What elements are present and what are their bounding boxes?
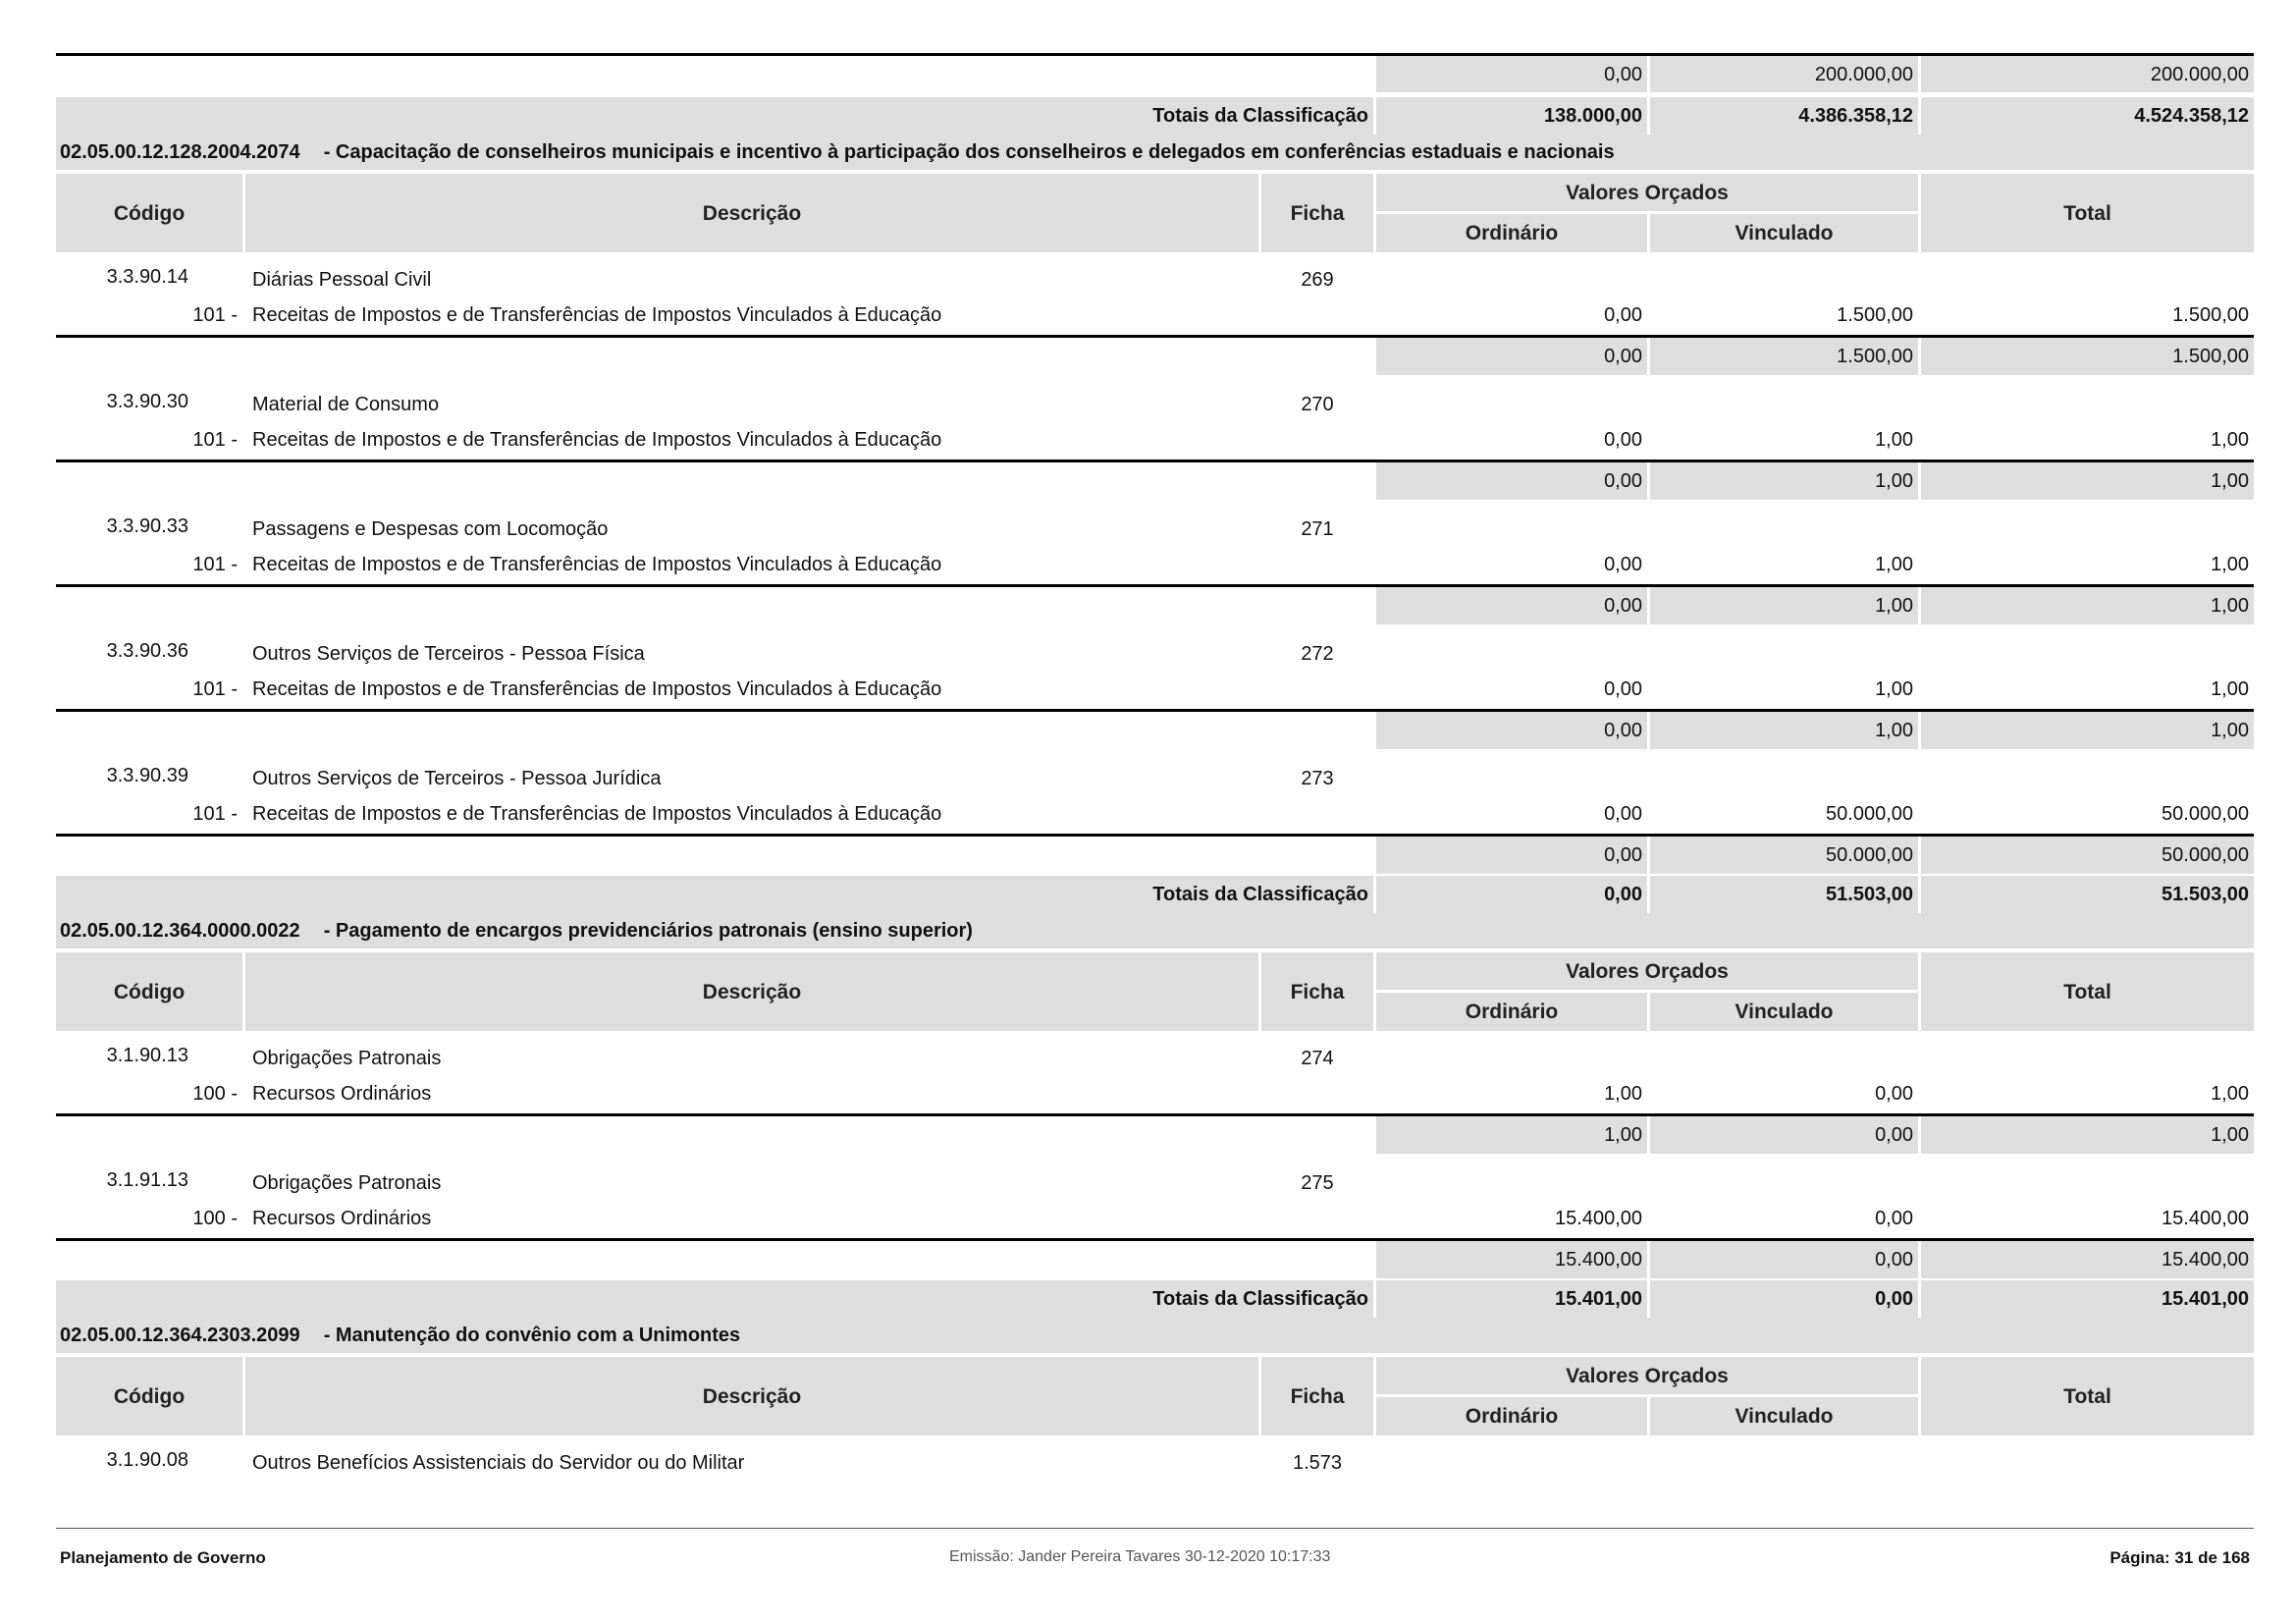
totals-label: Totais da Classificação — [56, 97, 1373, 135]
funding-source-row — [56, 1199, 2254, 1238]
fonte-total: 1,00 — [2211, 429, 2249, 451]
fonte-descricao: Receitas de Impostos e de Transferências de Impostos Vinculados à Educação — [252, 678, 942, 700]
expense-item-row — [56, 1156, 2254, 1199]
fonte-vinculado: 0,00 — [1875, 1083, 1913, 1105]
fonte-ordinario: 15.400,00 — [1555, 1208, 1642, 1229]
header-descricao: Descrição — [245, 1357, 1258, 1435]
fonte-vinculado: 0,00 — [1875, 1208, 1913, 1229]
item-ficha: 1.573 — [1292, 1452, 1343, 1474]
fonte-code: 101 - — [192, 678, 238, 700]
fonte-ordinario: 0,00 — [1604, 678, 1642, 700]
funding-source-row — [56, 420, 2254, 460]
classification-code: 02.05.00.12.128.2004.2074 — [60, 141, 300, 163]
header-codigo: Código — [56, 174, 242, 252]
table-header — [56, 1357, 2254, 1435]
funding-source-row — [56, 545, 2254, 584]
fonte-total: 1,00 — [2211, 1083, 2249, 1105]
page-footer — [56, 1528, 2254, 1568]
funding-source-row — [56, 794, 2254, 834]
fonte-total: 1,00 — [2211, 678, 2249, 700]
header-codigo: Código — [56, 1357, 242, 1435]
header-ficha: Ficha — [1261, 1357, 1373, 1435]
header-vinculado: Vinculado — [1650, 1397, 1918, 1435]
totals-total: 51.503,00 — [1921, 876, 2254, 913]
subtotal-vinculado: 0,00 — [1650, 1241, 1918, 1278]
subtotal-ordinario: 0,00 — [1376, 837, 1647, 874]
fonte-code: 100 - — [192, 1083, 238, 1105]
fonte-descricao: Recursos Ordinários — [252, 1208, 432, 1229]
top-summary-row — [56, 53, 2254, 92]
fonte-ordinario: 0,00 — [1604, 304, 1642, 326]
classification-description: - Capacitação de conselheiros municipais e incentivo à participação dos conselheiros e delegados em conferências estaduais e nacionais — [323, 141, 1615, 163]
subtotal-vinculado: 200.000,00 — [1650, 56, 1918, 92]
footer-emission: Emissão: Jander Pereira Tavares 30-12-2020 10:17:33 — [949, 1548, 1331, 1565]
item-codigo: 3.1.91.13 — [106, 1169, 188, 1191]
subtotal-ordinario: 0,00 — [1376, 587, 1647, 624]
totals-total: 4.524.358,12 — [1921, 97, 2254, 135]
header-ordinario: Ordinário — [1376, 993, 1647, 1031]
fonte-ordinario: 1,00 — [1604, 1083, 1642, 1105]
fonte-code: 101 - — [192, 304, 238, 326]
item-descricao: Obrigações Patronais — [252, 1172, 442, 1194]
totals-vinculado: 4.386.358,12 — [1650, 97, 1918, 135]
funding-source-row — [56, 1074, 2254, 1113]
header-valores-orcados: Valores Orçados — [1376, 174, 1918, 211]
subtotal-vinculado: 0,00 — [1650, 1116, 1918, 1154]
header-ordinario: Ordinário — [1376, 1397, 1647, 1435]
header-vinculado: Vinculado — [1650, 214, 1918, 252]
subtotal-total: 1.500,00 — [1921, 338, 2254, 375]
item-descricao: Material de Consumo — [252, 394, 440, 415]
header-total: Total — [1921, 952, 2254, 1031]
fonte-code: 100 - — [192, 1208, 238, 1229]
expense-item-row — [56, 1435, 2254, 1479]
fonte-ordinario: 0,00 — [1604, 429, 1642, 451]
table-header — [56, 174, 2254, 252]
totals-vinculado: 51.503,00 — [1650, 876, 1918, 913]
totals-ordinario: 138.000,00 — [1376, 97, 1647, 135]
classification-totals-row — [56, 876, 2254, 913]
table-header — [56, 952, 2254, 1031]
totals-vinculado: 0,00 — [1650, 1280, 1918, 1318]
item-descricao: Diárias Pessoal Civil — [252, 269, 432, 291]
classification-header-row — [56, 913, 2254, 948]
item-codigo: 3.1.90.08 — [106, 1449, 188, 1471]
fonte-total: 1.500,00 — [2172, 304, 2249, 326]
classification-header-row — [56, 1318, 2254, 1353]
header-descricao: Descrição — [245, 174, 1258, 252]
item-ficha: 275 — [1301, 1172, 1334, 1194]
expense-item-row — [56, 1031, 2254, 1074]
classification-title — [56, 913, 2254, 948]
subtotal-vinculado: 1,00 — [1650, 712, 1918, 749]
classification-description: - Manutenção do convênio com a Unimontes — [323, 1325, 741, 1346]
header-total: Total — [1921, 174, 2254, 252]
header-ordinario: Ordinário — [1376, 214, 1647, 252]
item-descricao: Passagens e Despesas com Locomoção — [252, 518, 609, 540]
subtotal-total: 200.000,00 — [1921, 56, 2254, 92]
item-ficha: 272 — [1301, 643, 1334, 665]
header-ficha: Ficha — [1261, 174, 1373, 252]
fonte-descricao: Receitas de Impostos e de Transferências de Impostos Vinculados à Educação — [252, 803, 942, 825]
totals-label: Totais da Classificação — [56, 1280, 1373, 1318]
classification-totals-row — [56, 1280, 2254, 1318]
classification-code: 02.05.00.12.364.0000.0022 — [60, 920, 300, 942]
item-codigo: 3.3.90.36 — [106, 640, 188, 662]
item-ficha: 269 — [1301, 269, 1334, 291]
header-codigo: Código — [56, 952, 242, 1031]
subtotal-ordinario: 1,00 — [1376, 1116, 1647, 1154]
fonte-descricao: Receitas de Impostos e de Transferências de Impostos Vinculados à Educação — [252, 554, 942, 575]
item-descricao: Outros Serviços de Terceiros - Pessoa Jurídica — [252, 768, 662, 789]
subtotal-vinculado: 1,00 — [1650, 587, 1918, 624]
subtotal-ordinario: 0,00 — [1376, 712, 1647, 749]
footer-left: Planejamento de Governo — [60, 1548, 266, 1567]
header-total: Total — [1921, 1357, 2254, 1435]
subtotal-ordinario: 15.400,00 — [1376, 1241, 1647, 1278]
budget-report-page — [56, 53, 2254, 1479]
subtotal-ordinario: 0,00 — [1376, 462, 1647, 500]
subtotal-vinculado: 1,00 — [1650, 462, 1918, 500]
item-codigo: 3.3.90.30 — [106, 391, 188, 412]
item-codigo: 3.3.90.39 — [106, 765, 188, 786]
subtotal-total: 1,00 — [1921, 712, 2254, 749]
item-subtotal-row — [56, 460, 2254, 502]
totals-total: 15.401,00 — [1921, 1280, 2254, 1318]
item-subtotal-row — [56, 1113, 2254, 1156]
item-subtotal-row — [56, 584, 2254, 626]
item-descricao: Outros Serviços de Terceiros - Pessoa Física — [252, 643, 645, 665]
item-ficha: 271 — [1301, 518, 1334, 540]
item-descricao: Outros Benefícios Assistenciais do Servidor ou do Militar — [252, 1452, 745, 1474]
expense-item-row — [56, 626, 2254, 670]
totals-label: Totais da Classificação — [56, 876, 1373, 913]
fonte-total: 15.400,00 — [2162, 1208, 2249, 1229]
subtotal-vinculado: 1.500,00 — [1650, 338, 1918, 375]
classification-code: 02.05.00.12.364.2303.2099 — [60, 1325, 300, 1346]
fonte-code: 101 - — [192, 554, 238, 575]
subtotal-ordinario: 0,00 — [1376, 56, 1647, 92]
header-valores-orcados: Valores Orçados — [1376, 1357, 1918, 1394]
item-subtotal-row — [56, 1238, 2254, 1280]
fonte-total: 1,00 — [2211, 554, 2249, 575]
totals-ordinario: 15.401,00 — [1376, 1280, 1647, 1318]
fonte-total: 50.000,00 — [2162, 803, 2249, 825]
classification-title — [56, 1318, 2254, 1353]
fonte-vinculado: 50.000,00 — [1826, 803, 1913, 825]
item-subtotal-row — [56, 709, 2254, 751]
item-ficha: 273 — [1301, 768, 1334, 789]
item-codigo: 3.3.90.33 — [106, 515, 188, 537]
classification-totals-row — [56, 97, 2254, 135]
header-valores-orcados: Valores Orçados — [1376, 952, 1918, 990]
expense-item-row — [56, 751, 2254, 794]
subtotal-total: 1,00 — [1921, 587, 2254, 624]
fonte-vinculado: 1,00 — [1875, 678, 1913, 700]
item-subtotal-row — [56, 834, 2254, 876]
totals-ordinario: 0,00 — [1376, 876, 1647, 913]
footer-page-number: Página: 31 de 168 — [2109, 1548, 2250, 1567]
fonte-vinculado: 1,00 — [1875, 429, 1913, 451]
subtotal-vinculado: 50.000,00 — [1650, 837, 1918, 874]
funding-source-row — [56, 670, 2254, 709]
fonte-descricao: Receitas de Impostos e de Transferências de Impostos Vinculados à Educação — [252, 304, 942, 326]
fonte-ordinario: 0,00 — [1604, 554, 1642, 575]
item-descricao: Obrigações Patronais — [252, 1048, 442, 1069]
classification-header-row — [56, 135, 2254, 170]
funding-source-row — [56, 296, 2254, 335]
item-ficha: 270 — [1301, 394, 1334, 415]
item-ficha: 274 — [1301, 1048, 1334, 1069]
expense-item-row — [56, 252, 2254, 296]
expense-item-row — [56, 377, 2254, 420]
fonte-ordinario: 0,00 — [1604, 803, 1642, 825]
header-vinculado: Vinculado — [1650, 993, 1918, 1031]
header-ficha: Ficha — [1261, 952, 1373, 1031]
fonte-code: 101 - — [192, 803, 238, 825]
subtotal-total: 15.400,00 — [1921, 1241, 2254, 1278]
item-codigo: 3.3.90.14 — [106, 266, 188, 288]
fonte-vinculado: 1,00 — [1875, 554, 1913, 575]
item-subtotal-row — [56, 335, 2254, 377]
fonte-code: 101 - — [192, 429, 238, 451]
subtotal-total: 1,00 — [1921, 462, 2254, 500]
subtotal-total: 50.000,00 — [1921, 837, 2254, 874]
classification-description: - Pagamento de encargos previdenciários patronais (ensino superior) — [323, 920, 973, 942]
item-codigo: 3.1.90.13 — [106, 1045, 188, 1066]
subtotal-ordinario: 0,00 — [1376, 338, 1647, 375]
fonte-vinculado: 1.500,00 — [1837, 304, 1913, 326]
expense-item-row — [56, 502, 2254, 545]
classification-title — [56, 135, 2254, 170]
subtotal-total: 1,00 — [1921, 1116, 2254, 1154]
fonte-descricao: Receitas de Impostos e de Transferências de Impostos Vinculados à Educação — [252, 429, 942, 451]
header-descricao: Descrição — [245, 952, 1258, 1031]
fonte-descricao: Recursos Ordinários — [252, 1083, 432, 1105]
